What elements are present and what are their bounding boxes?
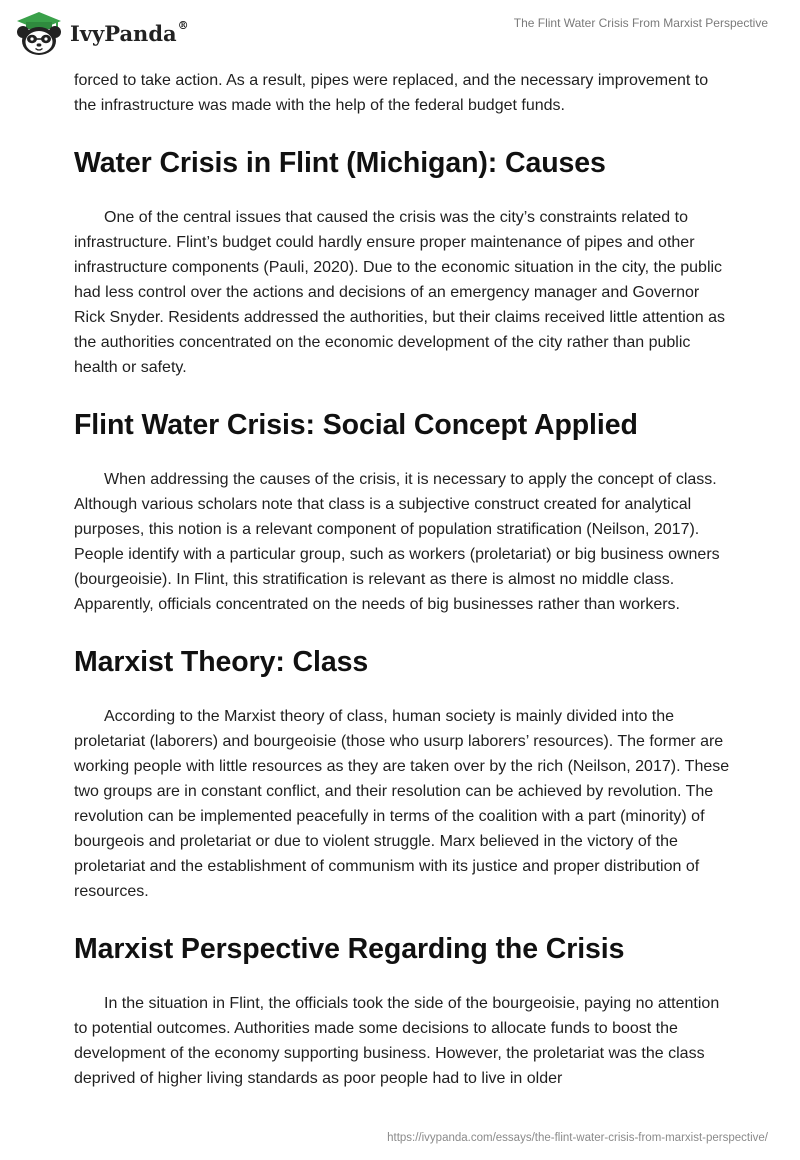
panda-graduate-icon [14,10,64,56]
section-heading-marxist-theory: Marxist Theory: Class [74,646,369,678]
intro-paragraph: forced to take action. As a result, pipes were replaced, and the necessary improvement to the infrastructure was made with the help of the federal budget funds. [74,72,709,114]
section-body-causes: One of the central issues that caused the crisis was the city’s constraints related to infrastructure. Flint’s budget could hardly ensure proper maintenance of pipes and other infrastructure components (Pauli, 2020). Due to the economic situation in the city, the public had less control over the actions and decisions of an emergency manager and Governor Rick Snyder. Residents addressed the authorities, but their claims received little attention as the authorities concentrated on the economic development of the city rather than public health or safety. [74,209,725,376]
essay-content [74,68,734,1091]
section-body-marxist-perspective: In the situation in Flint, the officials took the side of the bourgeoisie, paying no attention to potential outcomes. Authorities made some decisions to allocate funds to boost the development of the economy supporting business. However, the proletariat was the class deprived of higher living standards as poor people had to live in older [74,995,720,1087]
brand-name: IvyPanda® [70,18,189,46]
document-title: The Flint Water Crisis From Marxist Perspective [513,16,768,30]
section-body-marxist-theory: According to the Marxist theory of class, human society is mainly divided into the proletariat (laborers) and bourgeoisie (those who usurp laborers’ resources). The former are working people with little resources as they are taken over by the rich (Neilson, 2017). These two groups are in constant conflict, and their resolution can be achieved by revolution. The revolution can be implemented peacefully in terms of the coalition with a part (minority) of bourgeois and proletariat or due to violent struggle. Marx believed in the victory of the proletariat and the establishment of communism with its justice and proper distribution of resources. [74,708,730,900]
section-heading-social-concept: Flint Water Crisis: Social Concept Applied [74,409,638,441]
section-body-social-concept: When addressing the causes of the crisis, it is necessary to apply the concept of class. Although various scholars note that class is a subjective construct created for analytical purposes, this notion is a relevant component of population stratification (Neilson, 2017). People identify with a particular group, such as workers (proletariat) or big business owners (bourgeoisie). In Flint, this stratification is relevant as there is almost no middle class. Apparently, officials concentrated on the needs of big businesses rather than workers. [74,471,720,613]
section-heading-causes: Water Crisis in Flint (Michigan): Causes [74,147,606,179]
source-url[interactable]: https://ivypanda.com/essays/the-flint-water-crisis-from-marxist-perspective/ [387,1132,768,1144]
section-heading-marxist-perspective: Marxist Perspective Regarding the Crisis [74,933,625,965]
page-header [0,0,800,64]
ivypanda-logo[interactable] [14,10,189,56]
registered-mark: ® [177,18,189,32]
